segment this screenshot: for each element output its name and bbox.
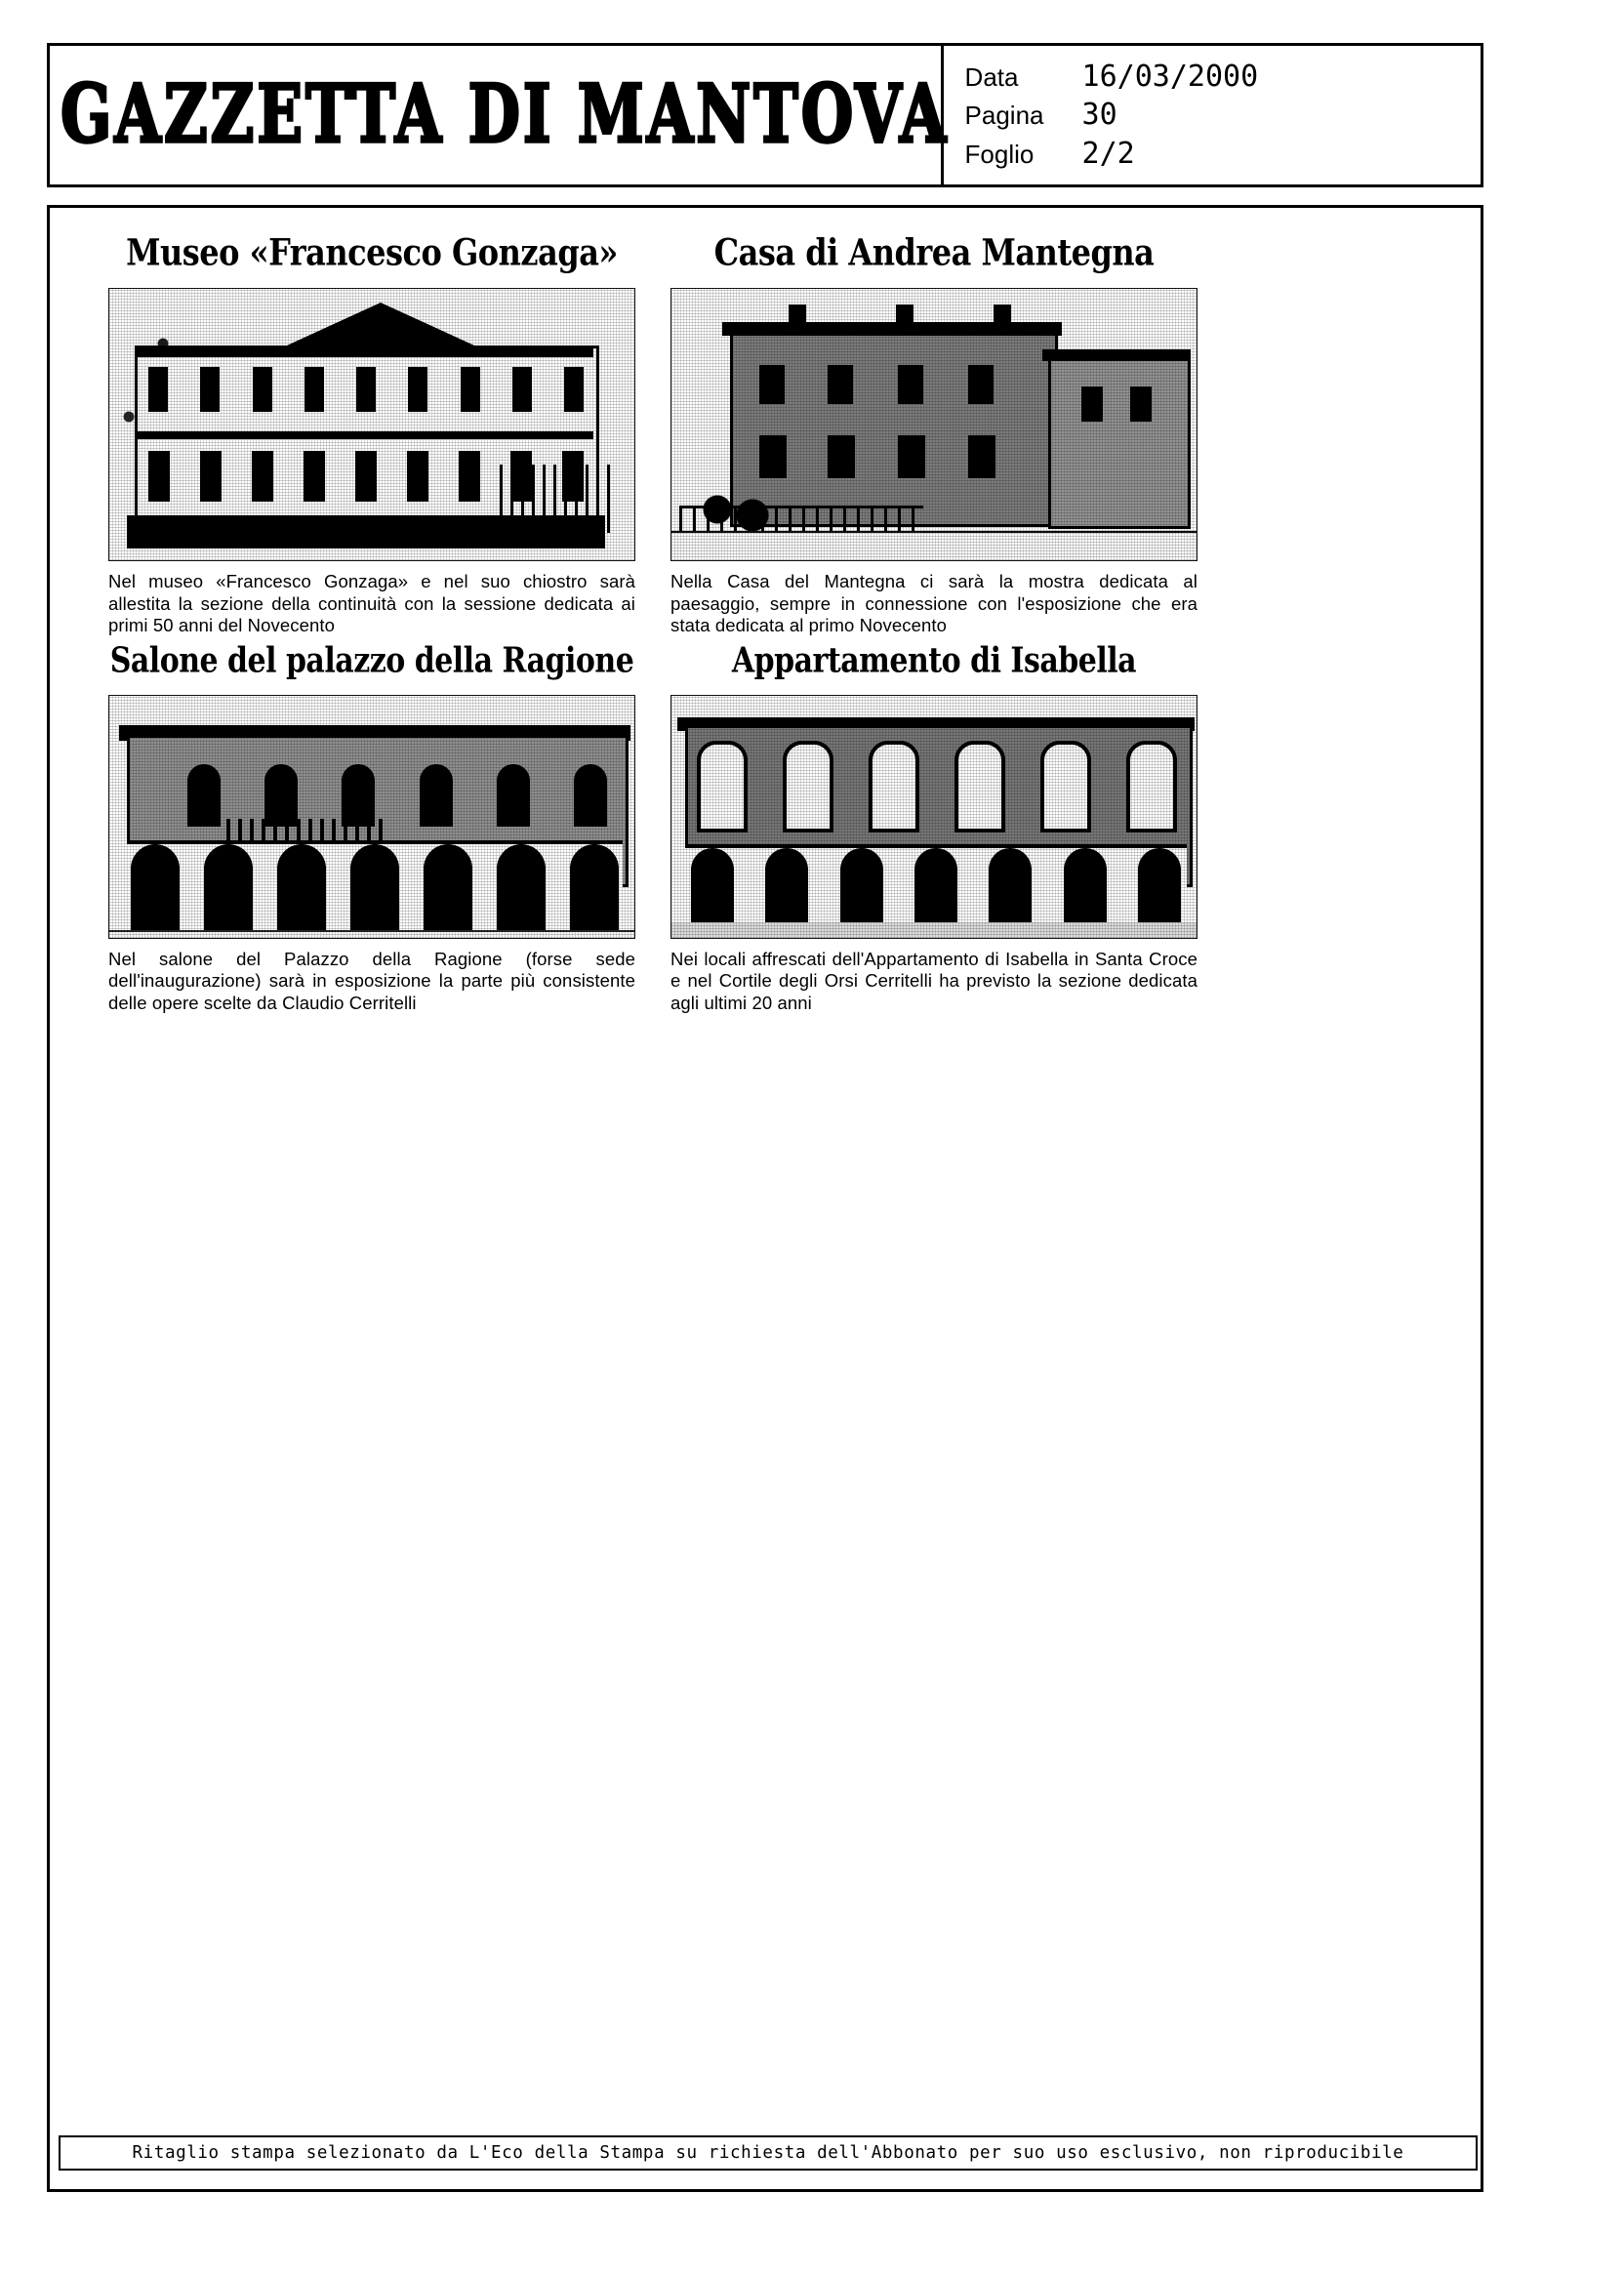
articles-grid	[108, 230, 1367, 1014]
newspaper-masthead	[50, 46, 950, 184]
clipping-content	[108, 230, 1367, 1014]
clipping-metadata	[941, 46, 1487, 184]
footer-notice-text: Ritaglio stampa selezionato da L'Eco della Stampa su richiesta dell'Abbonato per suo uso esclusivo, non riproducibile	[132, 2143, 1404, 2163]
article-caption: Nel museo «Francesco Gonzaga» e nel suo chiostro sarà allestita la sezione della continuità con la sessione dedicata ai primi 50 anni del Novecento	[108, 571, 635, 636]
article-salone-palazzo-della-ragione	[108, 640, 635, 1015]
article-caption: Nel salone del Palazzo della Ragione (forse sede dell'inaugurazione) sarà in esposizione la parte più consistente delle opere scelte da Claudio Cerritelli	[108, 948, 635, 1013]
metadata-value-data: 16/03/2000	[1081, 60, 1259, 94]
article-appartamento-di-isabella	[670, 640, 1198, 1015]
article-casa-di-andrea-mantegna	[670, 230, 1198, 637]
article-museo-francesco-gonzaga	[108, 230, 635, 637]
clipping-footer-notice	[59, 2135, 1478, 2171]
metadata-label-foglio: Foglio	[964, 139, 1035, 169]
article-title: Casa di Andrea Mantegna	[713, 230, 1155, 274]
metadata-value-foglio: 2/2	[1081, 136, 1135, 171]
museo-francesco-gonzaga-photo	[108, 288, 635, 561]
clipping-header	[47, 43, 1483, 187]
metadata-row-data	[965, 60, 1487, 98]
appartamento-di-isabella-photo	[670, 695, 1198, 939]
metadata-value-pagina: 30	[1081, 98, 1117, 133]
casa-di-andrea-mantegna-photo	[670, 288, 1198, 561]
metadata-row-pagina	[965, 98, 1487, 136]
masthead-title: GAZZETTA DI MANTOVA	[61, 68, 950, 162]
article-title: Salone del palazzo della Ragione	[109, 640, 634, 681]
salone-palazzo-della-ragione-photo	[108, 695, 635, 939]
metadata-label-data: Data	[964, 62, 1019, 92]
clipping-body-frame	[47, 205, 1483, 2192]
article-caption: Nella Casa del Mantegna ci sarà la mostra dedicata al paesaggio, sempre in connessione con l'esposizione che era stata dedicata al primo Novecento	[670, 571, 1198, 636]
metadata-label-pagina: Pagina	[964, 101, 1044, 131]
article-caption: Nei locali affrescati dell'Appartamento di Isabella in Santa Croce e nel Cortile degli Orsi Cerritelli ha previsto la sezione dedicata agli ultimi 20 anni	[670, 948, 1198, 1013]
metadata-row-foglio	[965, 137, 1487, 175]
article-title: Appartamento di Isabella	[731, 640, 1137, 681]
article-title: Museo «Francesco Gonzaga»	[126, 230, 618, 274]
